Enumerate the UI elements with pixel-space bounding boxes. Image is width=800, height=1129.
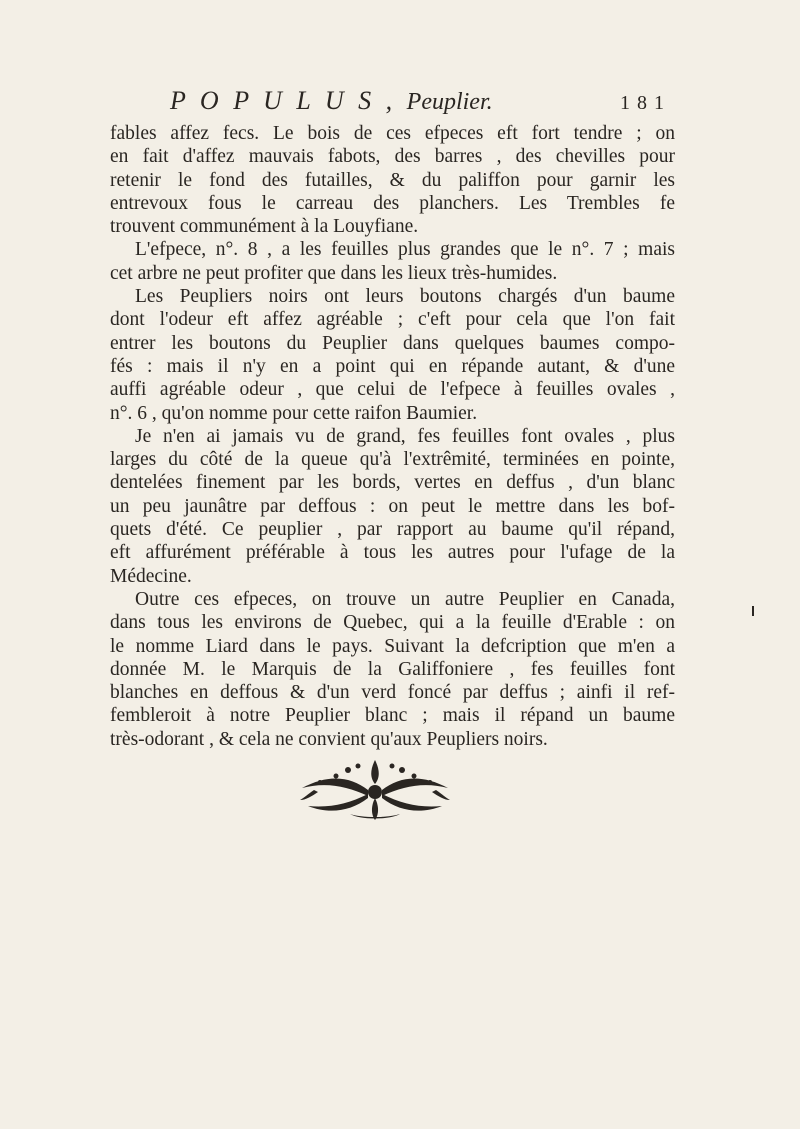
running-head-subtitle: Peuplier. <box>406 89 493 115</box>
floral-ornament-icon <box>290 754 460 824</box>
text-line: Les Peupliers noirs ont leurs boutons chargés d'un baume <box>135 286 675 308</box>
text-line: en fait d'affez mauvais fabots, des barres , des chevilles pour <box>110 146 675 168</box>
text-line: Médecine. <box>110 565 192 587</box>
text-line: fembleroit à notre Peuplier blanc ; mais il répand un baume <box>110 705 675 727</box>
text-line: eft affurément préférable à tous les autres pour l'ufage de la <box>110 542 675 564</box>
text-line: donnée M. le Marquis de la Galiffoniere , fes feuilles font <box>110 658 675 680</box>
text-line: fés : mais il n'y en a point qui en répande autant, & d'une <box>110 355 675 377</box>
text-line: Outre ces efpeces, on trouve un autre Peuplier en Canada, <box>135 588 675 610</box>
text-line: dont l'odeur eft affez agréable ; c'eft pour cela que l'on fait <box>110 309 675 331</box>
text-line: cet arbre ne peut profiter que dans les lieux très-humides. <box>110 262 558 284</box>
text-line: L'efpece, n°. 8 , a les feuilles plus grandes que le n°. 7 ; mais <box>135 239 675 261</box>
text-line: n°. 6 , qu'on nomme pour cette raifon Baumier. <box>110 402 478 424</box>
text-line: retenir le fond des futailles, & du paliffon pour garnir les <box>110 169 675 191</box>
text-line: auffi agréable odeur , que celui de l'efpece à feuilles ovales , <box>110 379 675 401</box>
text-line: quets d'été. Ce peuplier , par rapport au baume qu'il répand, <box>110 519 675 541</box>
text-line: dentelées finement par les bords, vertes en deffus , d'un blanc <box>110 472 675 494</box>
running-head <box>170 86 493 116</box>
page-header <box>170 86 665 120</box>
text-line: dans tous les environs de Quebec, qui a la feuille d'Erable : on <box>110 612 675 634</box>
text-line: entrer les boutons du Peuplier dans quelques baumes compo- <box>110 332 675 354</box>
body-text <box>110 122 675 751</box>
text-line: le nomme Liard dans le pays. Suivant la defcription que m'en a <box>110 635 675 657</box>
text-line: larges du côté de la queue qu'à l'extrêmité, terminées en pointe, <box>110 449 675 471</box>
text-line: un peu jaunâtre par deffous : on peut le mettre dans les bof- <box>110 495 675 517</box>
text-line: trouvent communément à la Louyfiane. <box>110 216 419 238</box>
running-head-title: P O P U L U S , <box>170 86 397 115</box>
text-line: blanches en deffous & d'un verd foncé par deffus ; ainfi il ref- <box>110 682 675 704</box>
text-line: fables affez fecs. Le bois de ces efpeces eft fort tendre ; on <box>110 123 675 144</box>
text-line: très-odorant , & cela ne convient qu'aux Peupliers noirs. <box>110 728 548 750</box>
text-line: entrevoux fous le carreau des planchers. Les Trembles fe <box>110 192 675 214</box>
margin-mark <box>752 0 762 1129</box>
text-line: Je n'en ai jamais vu de grand, fes feuilles font ovales , plus <box>135 425 675 447</box>
page-number: 1 8 1 <box>620 92 665 114</box>
